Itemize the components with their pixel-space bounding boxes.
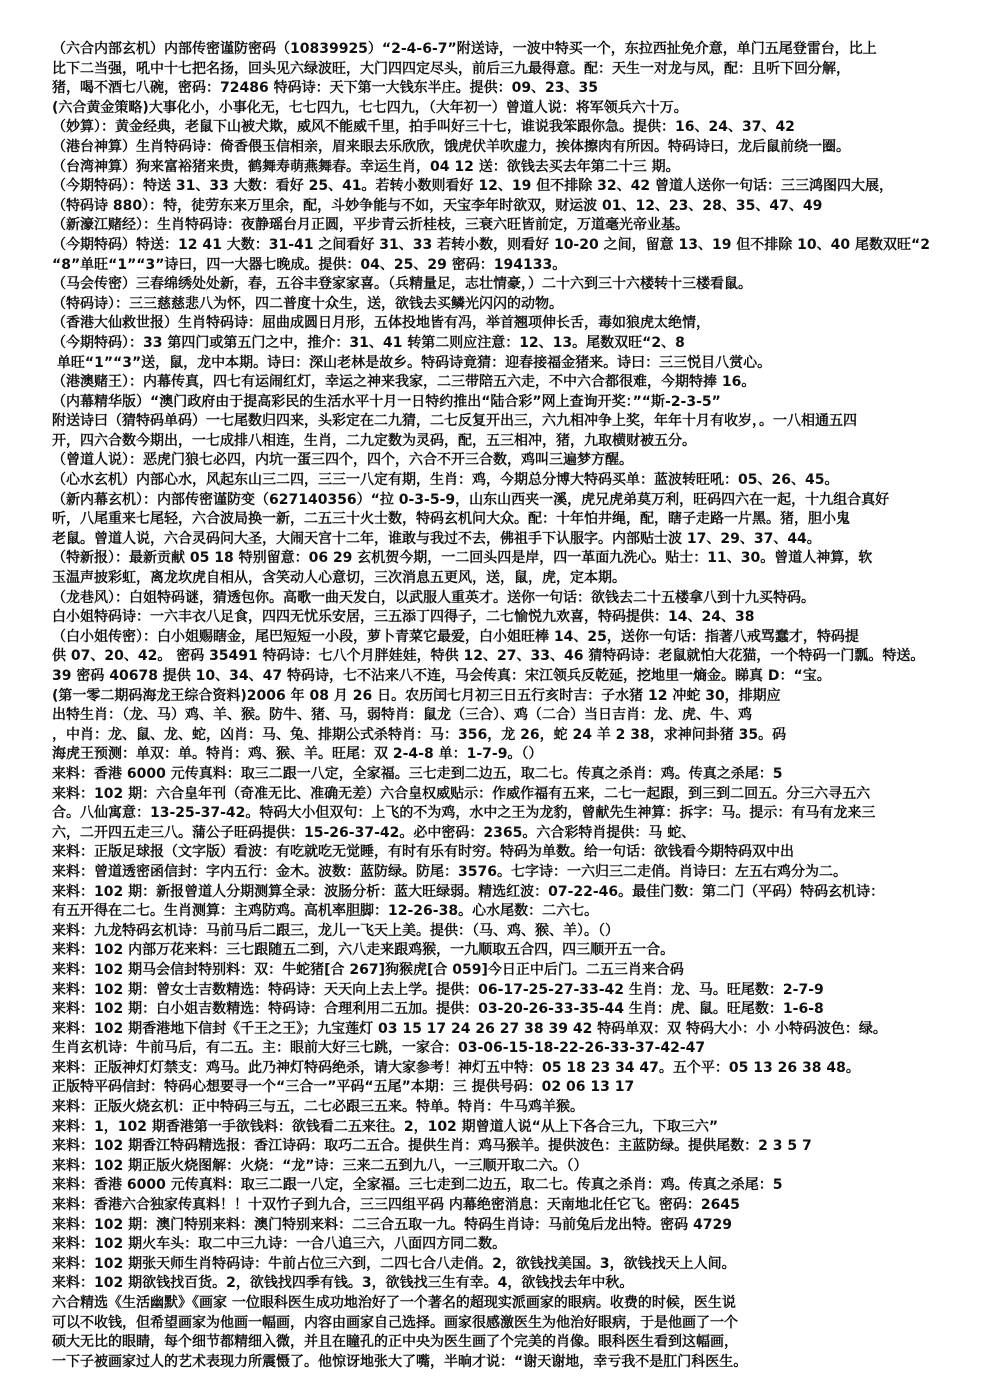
text-line: （今期特码）特送：12 41 大数：31-41 之间看好 31、33 若转小数，则看好 10-20 之间，留意 13、19 但不排除 10、40 尾数双旺“2 [52,236,930,253]
text-line: 附送诗曰（猜特码单码）一七尾数归四来，头彩定在二九猜，二七反复开出三，六九相冲争上奖，年年十月有收岁，。一八相通五四 [52,413,857,430]
text-line: （妙算）：黄金经典，老鼠下山被犬欺，威风不能威千里，拍手叫好三十七，谁说我笨跟你急。提供：16、24、37、42 [52,119,795,136]
text-line: 来料：102 期火车头：取二中三九诗：一合八追三六，八面四方同二数。 [52,1236,507,1253]
text-line: 出特生肖：（龙、马）鸡、羊、猴。防牛、猪、马，弱特肖：鼠龙（三合）、鸡（二合）当日吉肖：龙、虎、牛、鸡 [52,707,752,724]
text-line: 六合精选《生活幽默》《画家 一位眼科医生成功地治好了一个著名的超现实派画家的眼病。收费的时候，医生说 [52,1295,736,1311]
text-line: 来料：香港六合独家传真料！！十双竹子到九合，三三四组平码 内幕绝密消息：天南地北任它飞。密码：2645 [52,1197,740,1214]
text-line: (六合黄金策略)大事化小，小事化无，七七四九，七七四九，（大年初一）曾道人说：将军领兵六十万。 [52,99,688,116]
text-line: 合。八仙寓意：13-25-37-42。特码大小但双句：上飞的不为鸡，水中之王为龙豹，曾献先生神算：拆字：马。提示：有马有龙来三 [52,805,876,822]
text-line: 来料：102 内部万花来料：三七跟随五二到，六八走来跟鸡猴，一九顺取五合四，四三顺开五一合。 [52,942,675,959]
document-text [52,40,944,1380]
text-line: “8”单旺“1”“3”诗曰，四一大器七晚成。提供：04、25、29 密码：194133。 [52,256,567,273]
text-line: 来料：正版神灯灯禁支：鸡马。此乃神灯特码绝杀，请大家参考！神灯五中特：05 18 23 34 47。五个平：05 13 26 38 48。 [52,1059,860,1076]
text-line: 一下子被画家过人的艺术表现力所震慑了。他惊讶地张大了嘴，半晌才说：“谢天谢地，幸亏我不是肛门科医生。 [52,1353,748,1370]
text-line: （内幕精华版）“澳门政府由于提高彩民的生活水平十月一日特约推出“陆合彩”网上查询开奖：”“斯-2-3-5” [52,393,721,410]
text-line: 来料：102 期正版火烧图解：火烧：“龙”诗：三来二五到九八，一三顺开取二六。（） [52,1157,588,1174]
text-line: 来料：香港 6000 元传真料：取三二跟一八定，全家福。三七走到二边五，取二七。传真之杀肖：鸡。传真之杀尾：5 [52,765,783,782]
text-line: 来料：1，102 期香港第一手欲钱料：欲钱看二五来往。2，102 期曾道人说“从上下各合三九，下取三六” [52,1118,719,1135]
text-line: 来料：102 期香江特码精选报：香江诗码：取巧二五合。提供生肖：鸡马猴羊。提供波色：主蓝防绿。提供尾数：2 3 5 7 [52,1138,812,1155]
text-line: 来料：正版火烧玄机：正中特码三与五，二七必跟三五来。特单。特肖：牛马鸡羊猴。 [52,1099,584,1116]
text-line: 老鼠。曾道人说，六合灵码问大圣，大闹天宫十二年，谁敢与我过不去，佛祖手下认服字。内部贴士波 17、29、37、44。 [52,530,821,547]
text-line: 供 07、20、42。 密码 35491 特码诗：七八个月胖娃娃，特供 12、27、33、46 猜特码诗：老鼠就怕大花猫，一个特码一门瓢。特送。 [52,648,925,665]
text-line: 猪，喝不酒七八碗，密码：72486 特码诗：天下第一大钱东半庄。提供：09、23、35 [52,80,599,97]
text-line: 39 密码 40678 提供 10、34、47 特码诗，七不沾来八不连，马会传真：宋江领兵反乾延，挖地里一熵金。睇真 D：“宝。 [52,668,831,684]
text-line: （特码诗 880）：特，徒劳东来万里余，配，斗妙争能与不如，天宝李年时欲双，财运波 01、12、23、28、35、47、49 [52,197,823,214]
text-line: （白小姐传密）：白小姐赐瞎金，尾巴短短一小段，萝卜青菜它最爱，白小姐旺棒 14、25，送你一句话：指著八戒骂蠢才，特码提 [52,628,859,645]
text-line: 来料：102 期：曾女士吉数精选：特码诗：天天向上去上学。提供：06-17-25-27-33-42 生肖：龙、马。旺尾数：2-7-9 [52,981,824,998]
text-line: 来料：102 期：澳门特别来料：澳门特别来料：二三合五取一九。特码生肖诗：马前兔后龙出特。密码 4729 [52,1216,732,1233]
text-line: 来料：102 期马会信封特别料：双：牛蛇猪[合 267]狗猴虎[合 059]今日正中后门。二五三肖来合码 [52,961,684,978]
text-line: 白小姐特码诗：一六丰衣八足食，四四无忧乐安居，三五添丁四得子，二七愉悦九欢喜，特码提供：14、24、38 [52,609,755,626]
text-line: （特码诗）：三三慈慈悲八为怀，四二普度十众生，送，欲钱去买鳞光闪闪的动物。 [52,295,563,312]
text-line: 开，四六合数今期出，一七成排八相连，生肖，二九定数为灵码，配，五三相冲，猪，九取横财被五分。 [52,432,696,449]
text-line: 海虎王预测：单双：单。特肖：鸡、猴、羊。旺尾：双 2-4-8 单：1-7-9。（） [52,746,543,763]
text-line: 来料：曾道透密函信封：字内五行：金木。波数：蓝防绿。防尾：3576。七字诗：一六归三二走俏。肖诗曰：左五右鸡分为二。 [52,863,847,880]
text-line: 比下二当强，吼中十七把名扬，回头见六绿波旺，大门四四定尽头，前后三九最得意。配：天生一对龙与凤，配：且听下回分解， [52,60,850,77]
text-line: (第一零二期码海龙王综合资料)2006 年 08 月 26 日。农历闰七月初三日五行亥时吉：子水猪 12 冲蛇 30，排期应 [52,687,781,704]
text-line: 来料：102 期张天师生肖特码诗：牛前占位三六到，二四七合八走俏。2，欲钱找美国。3，欲钱找天上人间。 [52,1255,736,1272]
text-line: 来料：102 期：六合皇年刊（奇准无比、准确无差）六合皇权威贴示：作威作福有五来，二七一起跟，到三到二回五。分三六寻五六 [52,785,871,802]
text-line: 来料：102 期香港地下信封《千王之王》；九宝莲灯 03 15 17 24 26 27 38 39 42 特码单双：双 特码大小：小 小特码波色：绿。 [52,1020,887,1037]
text-line: 硕大无比的眼睛，每个细节都精细入微，并且在瞳孔的正中央为医生画了个完美的肖像。眼科医生看到这幅画， [52,1334,738,1351]
text-line: 来料：102 期：白小姐吉数精选：特码诗：合理利用二五加。提供：03-20-26-33-35-44 生肖：虎、鼠。旺尾数：1-6-8 [52,1001,824,1018]
text-line: 单旺“1”“3”送，鼠，龙中本期。诗曰：深山老林是故乡。特码诗竟猜：迎春接福金猪来。诗曰：三三悦目八赏心。 [52,354,772,371]
text-line: （台湾神算）狗来富裕猪来贵，鹤舞寿萌燕舞春。幸运生肖，04 12 送：欲钱去买去年第二十三 期。 [52,158,680,175]
text-line: （特新报）：最新贡献 05 18 特别留意：06 29 玄机贺今期，一二回头四是岸，四一革面九洗心。贴士：11、30。曾道人神算，软 [52,550,873,567]
text-line: 来料：102 期：新报曾道人分期测算全录：波肠分析：蓝大旺绿弱。精选红波：07-22-46。最佳门数：第二门（平码）特码玄机诗： [52,883,885,900]
text-line: 正版特平码信封：特码心想要寻一个“三合一”平码“五尾”本期：三 提供号码：02 06 13 17 [52,1079,635,1096]
text-line: 来料：香港 6000 元传真料：取三二跟一八定，全家福。三七走到二边五，取二七。传真之杀肖：鸡。传真之杀尾：5 [52,1177,783,1194]
text-line: （今期特码）：特送 31、33 大数：看好 25、41。若转小数则看好 12、19 但不排除 32、42 曾道人送你一句话：三三鸿图四大展， [52,178,893,195]
text-line: （港台神算）生肖特码诗：倚香偎玉信相亲，眉来眼去乐欣欣，饿虎伏羊吹虚力，挨体擦肉有所因。特码诗曰，龙后鼠前绕一圈。 [52,138,850,155]
text-line: （龙巷风）：白姐特码谜，猜透包你。高歌一曲天发白，以武服人重英才。送你一句话：欲钱去二十五楼拿八到十九买特码。 [52,589,815,606]
text-line: （今期特码）：33 第四门或第五门之中，推介：31、41 转第二则应注意：12、13。尾数双旺“2、8 [52,334,685,351]
text-line: 来料：102 期欲钱找百货。2，欲钱找四季有钱。3，欲钱找三生有幸。4，欲钱找去年中秋。 [52,1275,634,1292]
text-line: （马会传密）三春绵绣处处新，春，五谷丰登家家喜。（兵精量足，志壮情豪，）二十六到三十六楼转十三楼看鼠。 [52,276,752,293]
text-line: （新内幕玄机）：内部传密谨防变（627140356）“拉 0-3-5-9，山东山西夹一溪，虎兄虎弟莫万利，旺码四六在一起，十九组合真好 [52,491,890,508]
text-line: ，中肖：龙、鼠、龙、蛇，凶肖：马、兔、排期公式杀特肖：马：356，龙 26，蛇 24 羊 2 38，求神问卦猪 35。码 [52,726,787,743]
text-line: （曾道人说）：恶虎门狼七必四，内坑一蛋三四个，四个，六合不开三合数，鸡叫三遍梦方醒。 [52,452,633,469]
text-line: （港澳赌王）：内幕传真，四七有运闹红灯，幸运之神来我家，二三带陪五六走，不中六合都很难，今期特捧 16。 [52,374,756,391]
text-line: （六合内部玄机）内部传密谨防密码（10839925）“2-4-6-7”附送诗，一波中特买一个，东拉西扯免介意，单门五尾登雷台，比上 [52,41,877,57]
text-line: 六，二开四五走三八。蒲公子旺码提供：15-26-37-42。必中密码：2365。六合彩特肖提供：马 蛇、 [52,824,696,841]
text-line: 来料：九龙特码玄机诗：马前马后二跟三，龙儿一飞天上美。提供：（马、鸡、猴、羊）。（） [52,922,619,939]
text-line: 玉温声披彩虹，离龙坎虎自相从，含笑动人心意切，三次消息五更风，送，鼠，虎，定本期。 [52,570,626,587]
text-line: 生肖玄机诗：牛前马后，有二五。主：眼前大好三七跳，一家合：03-06-15-18-22-26-33-37-42-47 [52,1040,706,1057]
text-line: （心水玄机）内部心水，风起东山三二四，三三一八定有期，生肖：鸡，今期总分博大特码买单：蓝波转旺吼：05、26、45。 [52,472,839,489]
text-line: （新濠江赌经）：生肖特码诗：夜静瑶台月正圆，平步青云折桂枝，三衰六旺皆前定，万道毫光帝业基。 [52,217,689,234]
text-line: 可以不收钱，但希望画家为他画一幅画，内容由画家自己选择。画家很感激医生为他治好眼病，于是他画了一个 [52,1314,738,1331]
text-line: （香港大仙救世报）生肖特码诗：屈曲成圆日月形，五体投地皆有冯，举首翘项伸长舌，毒如狼虎太绝情， [52,315,710,332]
text-line: 有五开得在二七。生肖测算：主鸡防鸡。高机率胆脚：12-26-38。心水尾数：二六七。 [52,903,599,920]
text-line: 来料：正版足球报（文字版）看波：有吃就吃无觉睡，有时有乐有时穷。特码为单数。给一句话：欲钱看今期特码双中出 [52,844,794,861]
text-line: 听，八尾重来七尾轻，六合波局换一新，二五三十火士数，特码玄机问大众。配：十年怕井绳，配，瞎子走路一片黑。猪，胆小鬼 [52,511,850,528]
